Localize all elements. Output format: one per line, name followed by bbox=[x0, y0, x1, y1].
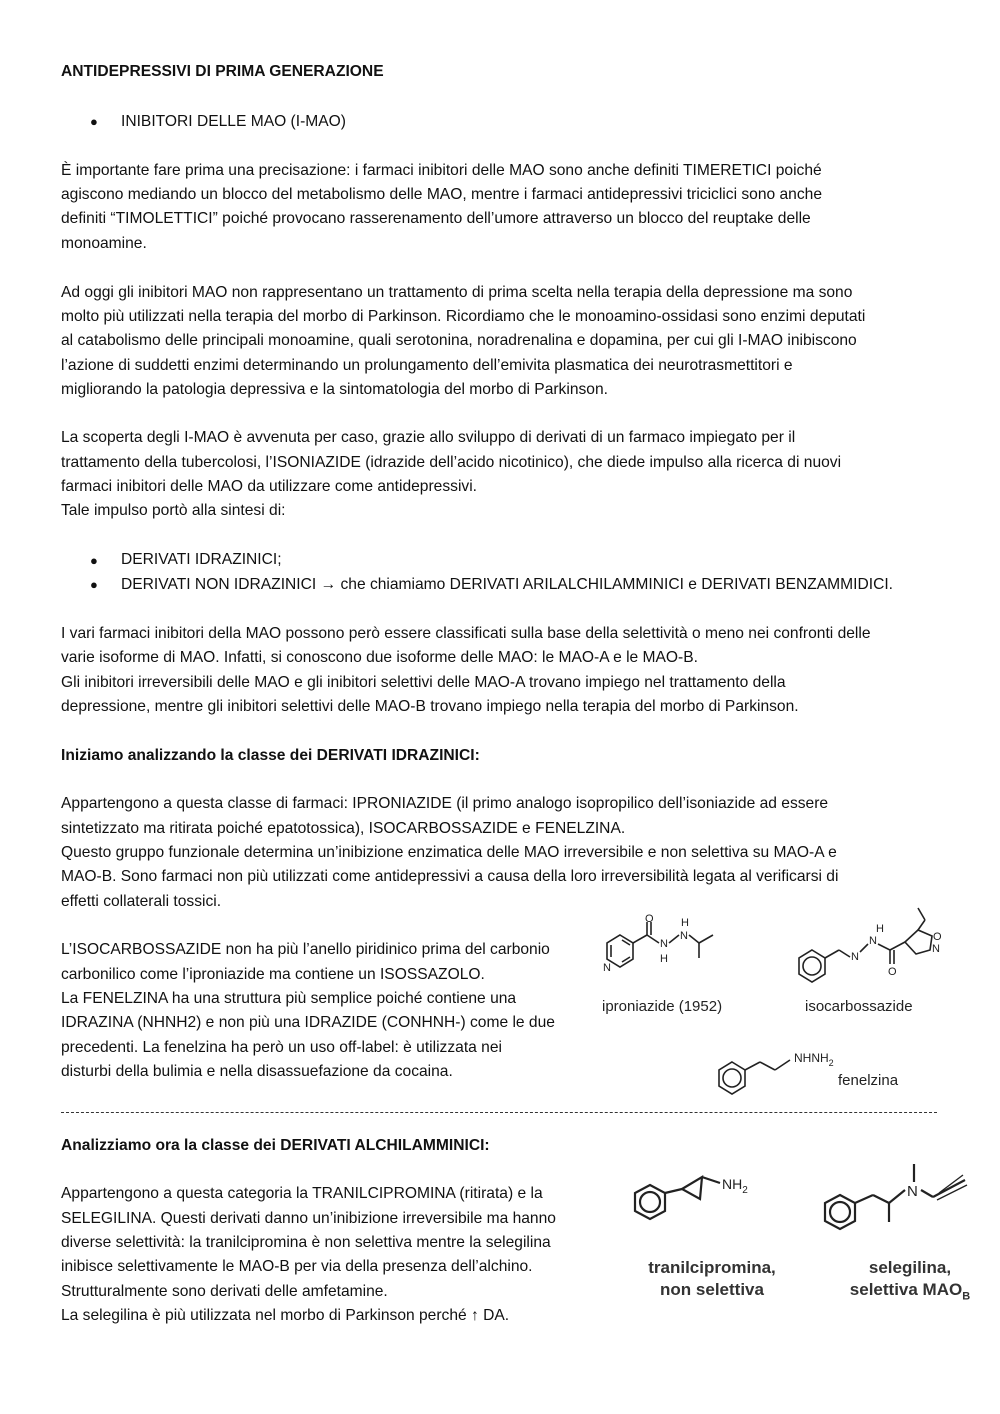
isocarboxazid-structure bbox=[790, 900, 955, 985]
paragraph-line: migliorando la patologia depressiva e la sintomatologia del morbo di Parkinson. bbox=[61, 381, 608, 398]
bullet-hydrazine-derivatives: DERIVATI IDRAZINICI; bbox=[121, 551, 282, 568]
paragraph-line: definiti “TIMOLETTICI” poiché provocano rasserenamento dell’umore attraverso un blocco del reuptake delle bbox=[61, 210, 811, 227]
bullet-marker: ● bbox=[90, 553, 98, 568]
paragraph-line: effetti collaterali tossici. bbox=[61, 893, 222, 910]
paragraph-line: al catabolismo delle principali monoamine, quali serotonina, noradrenalina e dopamina, per cui gli I-MAO inibiscono bbox=[61, 332, 857, 349]
selegiline-name: selegilina, bbox=[868, 1258, 952, 1277]
paragraph-line: Gli inibitori irreversibili delle MAO e gli inibitori selettivi delle MAO-A trovano impiego nel trattamento della bbox=[61, 674, 786, 691]
paragraph-line: sintetizzato ma ritirata poiché epatotossica), ISOCARBOSSAZIDE e FENELZINA. bbox=[61, 820, 626, 837]
paragraph-line: I vari farmaci inibitori della MAO possono però essere classificati sulla base della selettività o meno nei confronti delle bbox=[61, 625, 871, 642]
selegiline-label bbox=[835, 1257, 985, 1307]
paragraph-line: La selegilina è più utilizzata nel morbo di Parkinson perché ↑ DA. bbox=[61, 1307, 510, 1324]
paragraph-line: MAO-B. Sono farmaci non più utilizzati come antidepressivi a causa della loro irreversibilità legata al verificarsi di bbox=[61, 868, 839, 885]
phenelzine-group-text bbox=[794, 1051, 834, 1068]
atom-o: O bbox=[645, 913, 654, 925]
isocarboxazid-label: isocarbossazide bbox=[805, 998, 913, 1015]
selegiline-selectivity bbox=[835, 1279, 985, 1307]
atom-h: H bbox=[876, 923, 884, 935]
paragraph-line: Appartengono a questa classe di farmaci: IPRONIAZIDE (il primo analogo isopropilico dell’isoniazide ad essere bbox=[61, 795, 829, 812]
paragraph-line: Appartengono a questa categoria la TRANILCIPROMINA (ritirata) e la bbox=[61, 1185, 543, 1202]
hydrazine-group: NHNH bbox=[794, 1051, 829, 1065]
paragraph-line: È importante fare prima una precisazione: i farmaci inibitori delle MAO sono anche definiti TIMERETICI poiché bbox=[61, 162, 822, 179]
paragraph-line: L’ISOCARBOSSAZIDE non ha più l’anello piridinico prima del carbonio bbox=[61, 941, 550, 958]
tranylcypromine-selectivity: non selettiva bbox=[660, 1280, 764, 1299]
atom-n: N bbox=[869, 935, 877, 947]
iproniazide-structure bbox=[595, 910, 735, 985]
paragraph-line: l’azione di suddetti enzimi determinando un prolungamento dell’emivita plasmatica dei neurotrasmettitori e bbox=[61, 357, 793, 374]
section-heading-alkylamine: Analizziamo ora la classe dei DERIVATI ALCHILAMMINICI: bbox=[61, 1137, 490, 1154]
paragraph-line: Strutturalmente sono derivati delle amfetamine. bbox=[61, 1283, 388, 1300]
paragraph-line: La scoperta degli I-MAO è avvenuta per caso, grazie allo sviluppo di derivati di un farmaco impiegato per il bbox=[61, 429, 796, 446]
paragraph-line: IDRAZINA (NHNH2) e non più una IDRAZIDE (CONHNH-) come le due bbox=[61, 1014, 555, 1031]
paragraph-line: SELEGILINA. Questi derivati danno un’inibizione irreversibile ma hanno bbox=[61, 1210, 556, 1227]
amine-group: NH bbox=[722, 1176, 743, 1192]
paragraph-line: La FENELZINA ha una struttura più semplice poiché contiene una bbox=[61, 990, 517, 1007]
atom-n: N bbox=[660, 938, 668, 950]
bullet-marker: ● bbox=[90, 114, 98, 129]
page-title: ANTIDEPRESSIVI DI PRIMA GENERAZIONE bbox=[61, 63, 384, 80]
hydrazine-subscript: 2 bbox=[828, 1058, 834, 1068]
bullet-mao-inhibitors: INIBITORI DELLE MAO (I-MAO) bbox=[121, 113, 346, 130]
atom-o: O bbox=[888, 966, 897, 978]
atom-n: N bbox=[603, 962, 611, 974]
amine-subscript: 2 bbox=[742, 1185, 748, 1196]
paragraph-line: Tale impulso portò alla sintesi di: bbox=[61, 502, 286, 519]
atom-n: N bbox=[851, 951, 859, 963]
tranylcypromine-group-text bbox=[722, 1176, 748, 1196]
paragraph-line: trattamento della tubercolosi, l’ISONIAZIDE (idrazide dell’acido nicotinico), che diede impulso alla ricerca di nuovi bbox=[61, 454, 842, 471]
iproniazide-label: iproniazide (1952) bbox=[602, 998, 723, 1015]
tranylcypromine-name: tranilcipromina, bbox=[648, 1258, 776, 1277]
paragraph-line: Questo gruppo funzionale determina un’inibizione enzimatica delle MAO irreversibile e non selettiva su MAO-A e bbox=[61, 844, 837, 861]
selegiline-structure bbox=[815, 1160, 975, 1240]
paragraph-line: disturbi della bulimia e nella disassuefazione da cocaina. bbox=[61, 1063, 453, 1080]
paragraph-line: varie isoforme di MAO. Infatti, si conoscono due isoforme delle MAO: le MAO-A e le MAO-B. bbox=[61, 649, 698, 666]
atom-n: N bbox=[680, 930, 688, 942]
bullet-marker: ● bbox=[90, 577, 98, 592]
atom-n: N bbox=[907, 1183, 918, 1200]
atom-h: H bbox=[660, 953, 668, 965]
paragraph-line: agiscono mediando un blocco del metabolismo delle MAO, mentre i farmaci antidepressivi triciclici sono anche bbox=[61, 186, 822, 203]
paragraph-line: molto più utilizzati nella terapia del morbo di Parkinson. Ricordiamo che le monoamino-ossidasi sono enzimi deputati bbox=[61, 308, 866, 325]
selegiline-subscript: B bbox=[962, 1290, 971, 1303]
section-heading-hydrazine: Iniziamo analizzando la classe dei DERIVATI IDRAZINICI: bbox=[61, 747, 480, 764]
tranylcypromine-label bbox=[632, 1257, 792, 1301]
paragraph-line: monoamine. bbox=[61, 235, 147, 252]
paragraph-line: farmaci inibitori delle MAO da utilizzare come antidepressivi. bbox=[61, 478, 477, 495]
paragraph-line: inibisce selettivamente le MAO-B per via della presenza dell’alchino. bbox=[61, 1258, 533, 1275]
paragraph-line: carbonilico come l’iproniazide ma contiene un ISOSSAZOLO. bbox=[61, 966, 485, 983]
paragraph-line: diverse selettività: la tranilcipromina è non selettiva mentre la selegilina bbox=[61, 1234, 551, 1251]
atom-n: N bbox=[932, 943, 940, 955]
paragraph-line: depressione, mentre gli inibitori selettivi delle MAO-B trovano impiego nella terapia del morbo di Parkinson. bbox=[61, 698, 799, 715]
atom-h: H bbox=[681, 917, 689, 929]
atom-o: O bbox=[933, 931, 942, 943]
selegiline-selectivity-text: selettiva MAO bbox=[849, 1280, 963, 1299]
bullet-non-hydrazine-derivatives: DERIVATI NON IDRAZINICI → che chiamiamo DERIVATI ARILALCHILAMMINICI e DERIVATI BENZAMMIDICI. bbox=[121, 576, 894, 593]
paragraph-line: precedenti. La fenelzina ha però un uso off-label: è utilizzata nei bbox=[61, 1039, 502, 1056]
phenelzine-label: fenelzina bbox=[838, 1072, 899, 1089]
tranylcypromine-structure bbox=[630, 1165, 770, 1235]
section-divider bbox=[61, 1112, 937, 1113]
paragraph-line: Ad oggi gli inibitori MAO non rappresentano un trattamento di prima scelta nella terapia della depressione ma sono bbox=[61, 284, 853, 301]
